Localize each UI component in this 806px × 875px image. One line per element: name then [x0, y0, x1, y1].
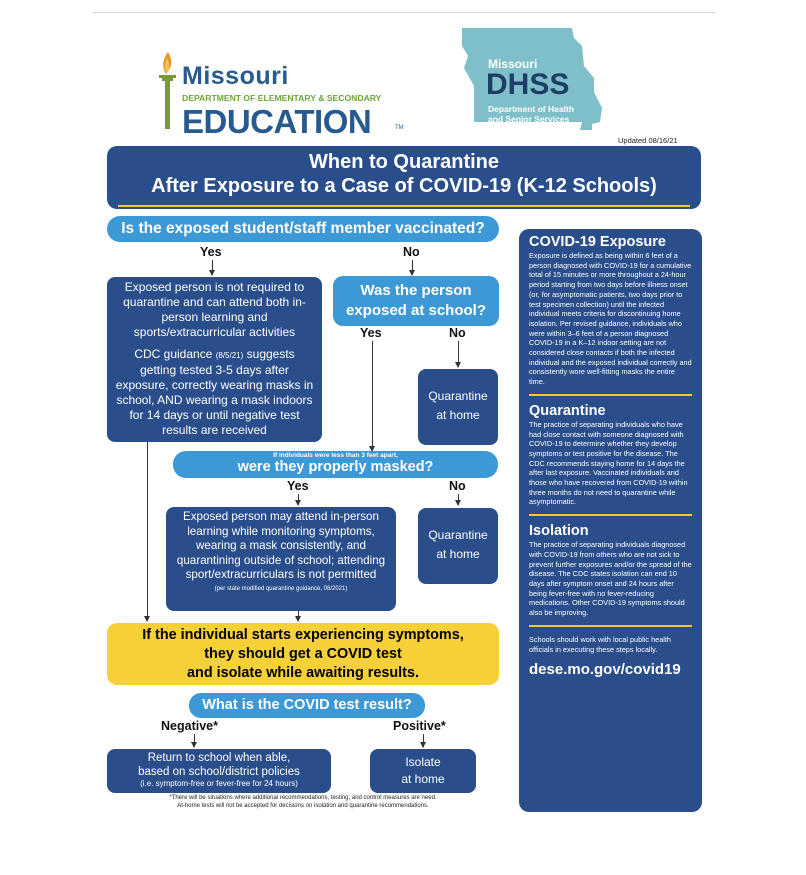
dese-logo: [152, 50, 412, 140]
label-no-school: No: [449, 326, 466, 340]
label-positive: Positive*: [393, 719, 446, 733]
symptoms-line-1: If the individual starts experiencing symptoms,: [142, 627, 464, 643]
arrow-down: [412, 260, 413, 275]
quarantine-home-box-1: [418, 369, 498, 445]
torch-icon: [152, 50, 182, 132]
footnote-line-2: At-home tests will not be accepted for decisions on isolation and quarantine recommendations.: [177, 803, 429, 809]
footnote-line-1: *There will be situations where additional recommendations, testing, and control measures are need.: [169, 795, 437, 801]
exposure-text: Exposure is defined as being within 6 feet of a person diagnosed with COVID-19 for a cumulative total of 15 minutes or more throughout a 24-hour period starting from two days before illness onset (or, for asymptomatic patients, two days prior to test specimen collection) until the infected individual meets criteria for discontinuing home isolation. Per revised guidance, individuals who were within 3–6 feet of a person diagnosed COVID-19 in a K–12 indoor setting are not considered close contacts if both the infected individual and the exposed individual correctly and consistently wore well-fitting masks the entire time.: [529, 251, 692, 387]
label-no-masked: No: [449, 479, 466, 493]
arrow-down: [423, 734, 424, 747]
label-yes-vaccinated: Yes: [200, 245, 222, 259]
masked-guidance-text: Exposed person may attend in-person learning while monitoring symptoms, wearing a mask consistently, and quarantining outside of school; attending sport/extracurriculars is not permitted: [176, 510, 386, 582]
cdc-guidance-lead: CDC guidance: [134, 347, 213, 361]
arrow-down: [372, 341, 373, 451]
exposure-heading: COVID-19 Exposure: [529, 234, 666, 250]
masked-guidance-box: [166, 507, 396, 611]
symptoms-instruction: [107, 623, 499, 685]
return-line-2: based on school/district policies: [138, 766, 300, 778]
isolation-heading: Isolation: [529, 523, 589, 540]
top-divider: [92, 12, 716, 13]
sidebar-divider: [529, 625, 692, 627]
website-link[interactable]: dese.mo.gov/covid19: [529, 661, 681, 679]
title-line-2: After Exposure to a Case of COVID-19 (K-12 Schools): [151, 175, 657, 197]
isolation-text: The practice of separating individuals diagnosed with COVID-19 from others who are not sick to prevent further exposures and/or the spread of the disease. The CDC states isolation can end 10 days after symptom onset and 24 hours after being fever-free with no fever-reducing medications. Other COVID-19 symptoms should also be improving.: [529, 540, 692, 618]
question-masked-condition: If individuals were less than 3 feet apart,: [273, 452, 398, 459]
at-home-label: at home: [401, 772, 445, 786]
question-properly-masked: [173, 451, 498, 478]
at-home-label: at home: [436, 408, 480, 422]
label-yes-school: Yes: [360, 326, 382, 340]
sidebar-divider: [529, 394, 692, 396]
arrow-down: [458, 494, 459, 505]
masked-guidance-note: (per state modified quarantine guidance, 08/2021): [214, 585, 348, 592]
arrow-down: [147, 442, 148, 621]
label-yes-masked: Yes: [287, 479, 309, 493]
footnote: [107, 794, 499, 810]
return-to-school-box: [107, 749, 331, 793]
question-exposed-line-2: exposed at school?: [345, 302, 487, 319]
question-masked-text: were they properly masked?: [237, 459, 434, 475]
dhss-missouri-text: Missouri: [488, 57, 538, 71]
quarantine-heading: Quarantine: [529, 402, 606, 419]
dhss-dept-name: [488, 104, 574, 124]
quarantine-label: Quarantine: [428, 528, 488, 542]
trademark: TM: [395, 125, 404, 131]
dese-department-text: DEPARTMENT OF ELEMENTARY & SECONDARY: [182, 93, 382, 103]
at-home-label: at home: [436, 547, 480, 561]
dhss-line-2: and Senior Services: [488, 114, 570, 124]
arrow-down: [458, 341, 459, 367]
title-underline: [118, 205, 690, 207]
return-line-3: (i.e. symptom-free or fever-free for 24 hours): [140, 779, 298, 788]
vaccinated-guidance-p2: [115, 347, 314, 438]
quarantine-text: The practice of separating individuals who have had close contact with someone diagnosed with COVID-19 to determine whether they develop symptoms or test positive for the disease. The CDC recommends staying home for 14 days the after last exposure. Vaccinated individuals and those who have recovered from COVID-19 within three months do not need to quarantine while asymptomatic.: [529, 419, 688, 507]
symptoms-line-2: they should get a COVID test: [204, 646, 402, 662]
label-no-vaccinated: No: [403, 245, 420, 259]
title-line-1: When to Quarantine: [309, 151, 499, 173]
label-negative: Negative*: [161, 719, 218, 733]
vaccinated-guidance-p1: Exposed person is not required to quarantine and can attend both in-person learning and sports/extracurricular activities: [123, 280, 306, 339]
isolate-home-box: [370, 749, 476, 793]
quarantine-home-box-2: [418, 508, 498, 584]
dhss-acronym: DHSS: [486, 68, 570, 101]
arrow-down: [212, 260, 213, 275]
question-exposed-at-school: [333, 276, 499, 326]
dese-education-text: EDUCATION: [182, 103, 372, 140]
updated-date: Updated 08/16/21: [618, 136, 678, 145]
local-officials-text: Schools should work with local public health officials in executing these steps locally.: [529, 634, 671, 654]
vaccinated-guidance-box: [107, 277, 322, 442]
isolate-label: Isolate: [405, 755, 441, 769]
dhss-line-1: Department of Health: [488, 104, 574, 114]
dese-missouri-text: Missouri: [182, 62, 289, 90]
sidebar-divider: [529, 514, 692, 516]
cdc-guidance-date: (8/5/21): [215, 351, 244, 360]
question-vaccinated: Is the exposed student/staff member vaccinated?: [107, 216, 499, 242]
cdc-guidance-rest: suggests getting tested 3-5 days after exposure, correctly wearing masks in school, AND wearing a mask indoors for 14 days or until negative test results are received: [115, 347, 314, 437]
page-title: [107, 146, 701, 209]
return-line-1: Return to school when able,: [147, 752, 291, 764]
arrow-down: [298, 494, 299, 505]
quarantine-label: Quarantine: [428, 389, 488, 403]
symptoms-line-3: and isolate while awaiting results.: [187, 665, 419, 681]
definitions-sidebar: [519, 229, 702, 812]
question-test-result: What is the COVID test result?: [189, 693, 425, 718]
question-exposed-line-1: Was the person: [360, 282, 472, 299]
arrow-down: [194, 734, 195, 747]
dhss-logo: [460, 26, 605, 146]
arrow-down: [298, 611, 299, 621]
